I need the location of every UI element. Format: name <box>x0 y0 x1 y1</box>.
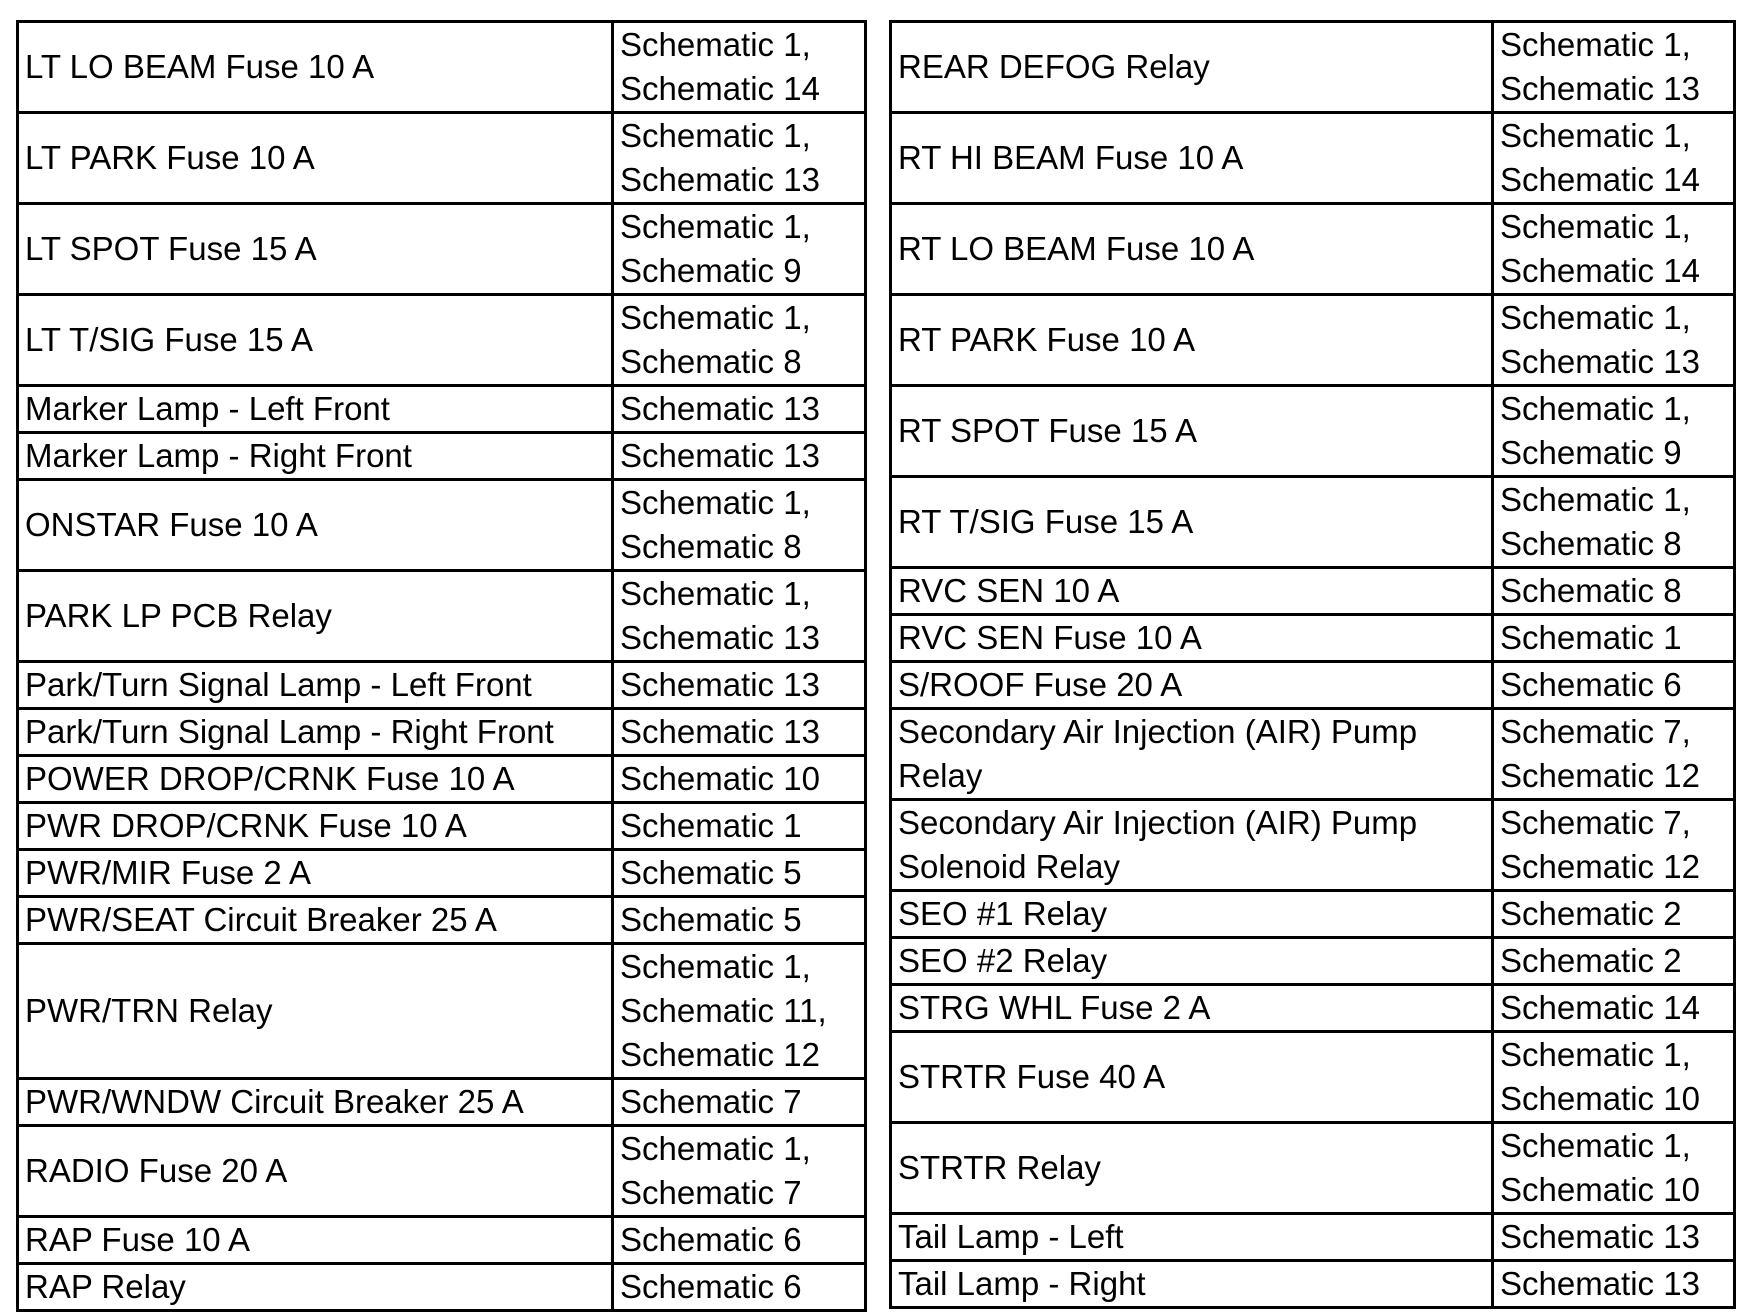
schematic-reference: Schematic 7, <box>1500 804 1691 841</box>
table-row <box>18 433 866 480</box>
table-row <box>18 480 866 571</box>
table-row <box>891 386 1735 477</box>
table-row <box>891 615 1735 662</box>
component-name-cell: SEO #2 Relay <box>891 938 1493 985</box>
schematic-reference-cell <box>1493 386 1735 477</box>
schematic-reference-cell <box>1493 1123 1735 1214</box>
schematic-reference: Schematic 1, <box>620 575 811 612</box>
table-row <box>18 850 866 897</box>
table-row <box>18 709 866 756</box>
schematic-reference-cell <box>613 803 866 850</box>
schematic-reference: Schematic 7 <box>620 1083 802 1120</box>
component-name-cell: STRG WHL Fuse 2 A <box>891 985 1493 1032</box>
table-row <box>891 1261 1735 1308</box>
schematic-reference: Schematic 12 <box>620 1036 820 1073</box>
schematic-reference-cell <box>1493 938 1735 985</box>
table-row <box>18 571 866 662</box>
table-row <box>18 1079 866 1126</box>
component-name-cell: PWR/SEAT Circuit Breaker 25 A <box>18 897 613 944</box>
component-name-cell: Tail Lamp - Right <box>891 1261 1493 1308</box>
schematic-reference: Schematic 1, <box>1500 299 1691 336</box>
schematic-reference-cell <box>1493 800 1735 891</box>
table-row <box>18 1264 866 1311</box>
right-component-table <box>889 20 1736 1309</box>
schematic-reference: Schematic 1, <box>620 1130 811 1167</box>
component-name-cell: Park/Turn Signal Lamp - Left Front <box>18 662 613 709</box>
component-name-cell: LT PARK Fuse 10 A <box>18 113 613 204</box>
table-row <box>18 897 866 944</box>
schematic-reference: Schematic 9 <box>620 252 802 289</box>
schematic-reference: Schematic 1, <box>1500 1127 1691 1164</box>
schematic-reference-cell <box>1493 295 1735 386</box>
schematic-reference: Schematic 13 <box>620 437 820 474</box>
table-row <box>891 22 1735 113</box>
schematic-reference-cell <box>613 1126 866 1217</box>
schematic-reference-cell <box>1493 662 1735 709</box>
schematic-reference: Schematic 1, <box>1500 117 1691 154</box>
schematic-reference: Schematic 2 <box>1500 895 1682 932</box>
schematic-reference: Schematic 1, <box>620 484 811 521</box>
schematic-reference: Schematic 13 <box>620 161 820 198</box>
table-row <box>891 891 1735 938</box>
component-name-cell: Secondary Air Injection (AIR) Pump Relay <box>891 709 1493 800</box>
table-row <box>18 204 866 295</box>
table-row <box>18 803 866 850</box>
table-row <box>891 938 1735 985</box>
left-component-table <box>16 20 867 1312</box>
table-row <box>891 204 1735 295</box>
schematic-reference-cell <box>613 850 866 897</box>
schematic-reference: Schematic 1, <box>1500 1036 1691 1073</box>
schematic-reference: Schematic 14 <box>620 70 820 107</box>
table-row <box>18 662 866 709</box>
schematic-reference: Schematic 14 <box>1500 252 1700 289</box>
component-name-cell: SEO #1 Relay <box>891 891 1493 938</box>
schematic-reference-cell <box>1493 204 1735 295</box>
table-row <box>891 985 1735 1032</box>
schematic-reference-cell <box>613 204 866 295</box>
schematic-reference-cell <box>613 386 866 433</box>
table-row <box>891 477 1735 568</box>
schematic-reference: Schematic 6 <box>620 1221 802 1258</box>
schematic-reference: Schematic 1, <box>1500 208 1691 245</box>
schematic-reference-cell <box>1493 1214 1735 1261</box>
table-row <box>891 1123 1735 1214</box>
schematic-reference: Schematic 2 <box>1500 942 1682 979</box>
schematic-reference: Schematic 1, <box>620 117 811 154</box>
component-name-cell: RVC SEN Fuse 10 A <box>891 615 1493 662</box>
schematic-reference: Schematic 10 <box>1500 1171 1700 1208</box>
schematic-reference: Schematic 14 <box>1500 161 1700 198</box>
component-name-cell: RVC SEN 10 A <box>891 568 1493 615</box>
component-name-cell: RT LO BEAM Fuse 10 A <box>891 204 1493 295</box>
schematic-reference: Schematic 12 <box>1500 757 1700 794</box>
schematic-reference: Schematic 7 <box>620 1174 802 1211</box>
component-name-cell: Secondary Air Injection (AIR) Pump Solenoid Relay <box>891 800 1493 891</box>
table-row <box>18 22 866 113</box>
table-row <box>18 295 866 386</box>
schematic-reference-cell <box>1493 568 1735 615</box>
table-row <box>891 1214 1735 1261</box>
schematic-reference-cell <box>613 571 866 662</box>
schematic-reference-cell <box>613 709 866 756</box>
schematic-reference-cell <box>613 480 866 571</box>
table-row <box>891 568 1735 615</box>
component-name-cell: REAR DEFOG Relay <box>891 22 1493 113</box>
schematic-reference-cell <box>613 433 866 480</box>
schematic-reference: Schematic 1, <box>620 26 811 63</box>
schematic-reference: Schematic 1, <box>1500 481 1691 518</box>
schematic-reference: Schematic 13 <box>620 390 820 427</box>
component-name-cell: LT T/SIG Fuse 15 A <box>18 295 613 386</box>
table-row <box>891 709 1735 800</box>
schematic-reference: Schematic 13 <box>1500 343 1700 380</box>
component-name-cell: PARK LP PCB Relay <box>18 571 613 662</box>
schematic-reference-cell <box>1493 985 1735 1032</box>
schematic-reference: Schematic 8 <box>620 528 802 565</box>
component-name-cell: Marker Lamp - Left Front <box>18 386 613 433</box>
schematic-reference-cell <box>1493 113 1735 204</box>
component-name-cell: ONSTAR Fuse 10 A <box>18 480 613 571</box>
schematic-reference-cell <box>613 897 866 944</box>
component-name-cell: RT T/SIG Fuse 15 A <box>891 477 1493 568</box>
component-name-cell: LT LO BEAM Fuse 10 A <box>18 22 613 113</box>
schematic-reference-cell <box>613 662 866 709</box>
schematic-reference-cell <box>613 22 866 113</box>
schematic-reference: Schematic 8 <box>1500 525 1682 562</box>
schematic-reference-cell <box>613 1264 866 1311</box>
schematic-reference-cell <box>1493 891 1735 938</box>
schematic-reference-cell <box>613 756 866 803</box>
schematic-reference-cell <box>1493 1261 1735 1308</box>
component-name-cell: RAP Fuse 10 A <box>18 1217 613 1264</box>
schematic-reference-cell <box>1493 615 1735 662</box>
table-row <box>18 756 866 803</box>
schematic-reference: Schematic 1, <box>620 948 811 985</box>
component-name-cell: RT SPOT Fuse 15 A <box>891 386 1493 477</box>
table-row <box>18 944 866 1079</box>
schematic-reference: Schematic 13 <box>1500 1218 1700 1255</box>
schematic-reference: Schematic 13 <box>1500 70 1700 107</box>
table-row <box>891 800 1735 891</box>
schematic-reference-cell <box>613 1217 866 1264</box>
table-row <box>891 295 1735 386</box>
component-name-cell: PWR/TRN Relay <box>18 944 613 1079</box>
table-row <box>891 113 1735 204</box>
schematic-reference: Schematic 1, <box>620 208 811 245</box>
schematic-reference: Schematic 1 <box>620 807 802 844</box>
schematic-reference: Schematic 8 <box>620 343 802 380</box>
table-row <box>891 1032 1735 1123</box>
schematic-reference-cell <box>1493 1032 1735 1123</box>
schematic-reference: Schematic 1 <box>1500 619 1682 656</box>
table-row <box>891 662 1735 709</box>
component-name-cell: Marker Lamp - Right Front <box>18 433 613 480</box>
schematic-reference: Schematic 10 <box>1500 1080 1700 1117</box>
schematic-reference-cell <box>1493 477 1735 568</box>
component-name-cell: PWR DROP/CRNK Fuse 10 A <box>18 803 613 850</box>
component-name-cell: RADIO Fuse 20 A <box>18 1126 613 1217</box>
component-name-cell: LT SPOT Fuse 15 A <box>18 204 613 295</box>
schematic-reference: Schematic 11, <box>620 992 827 1029</box>
table-row <box>18 1217 866 1264</box>
schematic-reference: Schematic 8 <box>1500 572 1682 609</box>
schematic-reference: Schematic 6 <box>620 1268 802 1305</box>
schematic-reference: Schematic 7, <box>1500 713 1691 750</box>
schematic-reference: Schematic 13 <box>620 713 820 750</box>
schematic-reference-cell <box>613 944 866 1079</box>
schematic-reference: Schematic 14 <box>1500 989 1700 1026</box>
table-row <box>18 1126 866 1217</box>
schematic-reference: Schematic 12 <box>1500 848 1700 885</box>
component-name-cell: RT PARK Fuse 10 A <box>891 295 1493 386</box>
schematic-reference: Schematic 1, <box>1500 390 1691 427</box>
schematic-reference: Schematic 9 <box>1500 434 1682 471</box>
component-name-cell: Park/Turn Signal Lamp - Right Front <box>18 709 613 756</box>
schematic-reference-cell <box>613 113 866 204</box>
schematic-reference: Schematic 6 <box>1500 666 1682 703</box>
component-name-cell: S/ROOF Fuse 20 A <box>891 662 1493 709</box>
schematic-reference-cell <box>1493 709 1735 800</box>
schematic-reference: Schematic 1, <box>1500 26 1691 63</box>
schematic-reference: Schematic 13 <box>620 666 820 703</box>
component-name-cell: RT HI BEAM Fuse 10 A <box>891 113 1493 204</box>
component-name-cell: STRTR Fuse 40 A <box>891 1032 1493 1123</box>
schematic-reference: Schematic 13 <box>1500 1265 1700 1302</box>
table-row <box>18 113 866 204</box>
schematic-reference-cell <box>1493 22 1735 113</box>
component-name-cell: PWR/MIR Fuse 2 A <box>18 850 613 897</box>
schematic-reference-cell <box>613 1079 866 1126</box>
component-name-cell: STRTR Relay <box>891 1123 1493 1214</box>
schematic-reference-cell <box>613 295 866 386</box>
schematic-reference: Schematic 10 <box>620 760 820 797</box>
schematic-reference: Schematic 1, <box>620 299 811 336</box>
schematic-reference: Schematic 5 <box>620 854 802 891</box>
component-name-cell: POWER DROP/CRNK Fuse 10 A <box>18 756 613 803</box>
component-name-cell: RAP Relay <box>18 1264 613 1311</box>
component-name-cell: PWR/WNDW Circuit Breaker 25 A <box>18 1079 613 1126</box>
table-row <box>18 386 866 433</box>
schematic-reference: Schematic 13 <box>620 619 820 656</box>
component-name-cell: Tail Lamp - Left <box>891 1214 1493 1261</box>
schematic-reference: Schematic 5 <box>620 901 802 938</box>
